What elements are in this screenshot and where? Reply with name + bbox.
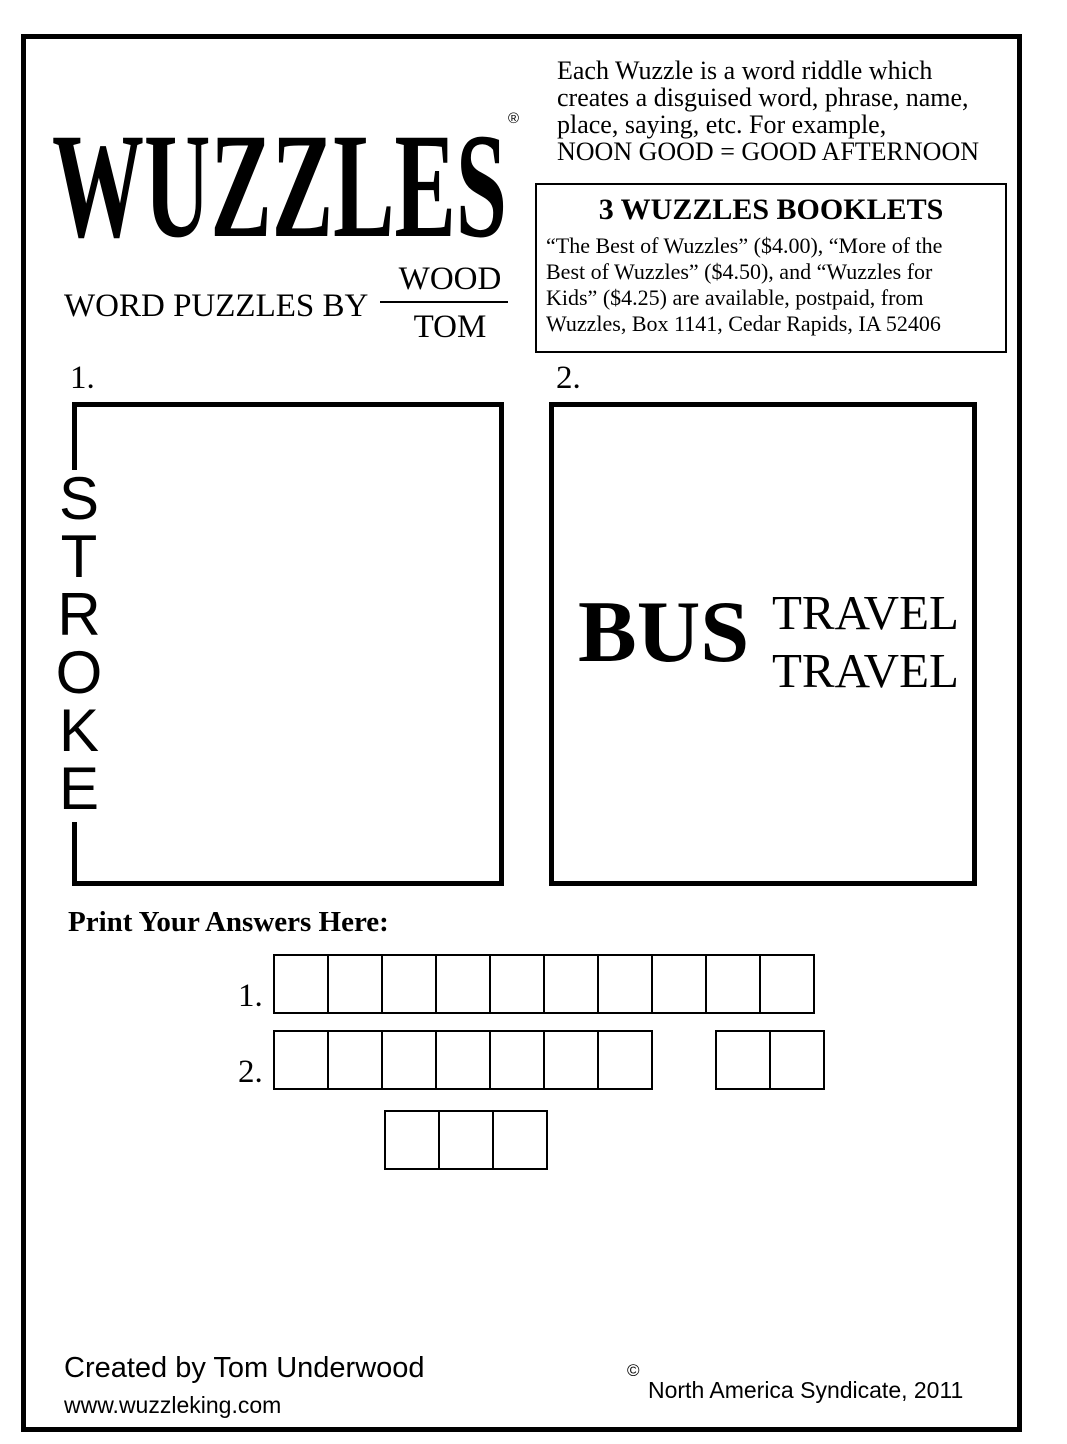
answer-cell[interactable] (489, 1030, 545, 1090)
puzzle-1-letter: T (60, 523, 98, 590)
answer-cell[interactable] (327, 954, 383, 1014)
answer-cell[interactable] (273, 954, 329, 1014)
byline-fraction-bottom: TOM (413, 309, 487, 345)
answer-cell[interactable] (327, 1030, 383, 1090)
registered-mark: ® (508, 110, 520, 127)
booklets-line: Best of Wuzzles” ($4.50), and “Wuzzles for (546, 259, 933, 284)
byline: WORD PUZZLES BY (64, 288, 369, 324)
answer-cell[interactable] (273, 1030, 329, 1090)
website-url: www.wuzzleking.com (64, 1392, 282, 1418)
answer-cell[interactable] (435, 954, 491, 1014)
answer-cell[interactable] (705, 954, 761, 1014)
wuzzles-logo (52, 78, 512, 248)
booklets-line: Kids” ($4.25) are available, postpaid, from (546, 285, 924, 310)
puzzle-1-letter: R (57, 581, 101, 648)
intro-line: Each Wuzzle is a word riddle which (557, 56, 933, 85)
copyright-symbol: © (627, 1361, 640, 1380)
puzzle-1-letter: O (55, 639, 103, 706)
intro-line: place, saying, etc. For example, (557, 110, 887, 139)
booklets-line: Wuzzles, Box 1141, Cedar Rapids, IA 52406 (546, 311, 941, 336)
answer-cell[interactable] (381, 1030, 437, 1090)
logo-text: WUZZLES (52, 103, 507, 248)
puzzle-1-number: 1. (70, 360, 95, 396)
booklets-body (546, 233, 1006, 337)
answer-cell[interactable] (381, 954, 437, 1014)
answer-cell[interactable] (435, 1030, 491, 1090)
puzzle-2-top-word: TRAVEL (772, 585, 959, 640)
answers-heading: Print Your Answers Here: (68, 906, 389, 938)
answer-2-word-1-cells (273, 1030, 653, 1090)
creator-credit: Created by Tom Underwood (64, 1352, 425, 1384)
puzzle-1-box (72, 402, 504, 886)
booklets-title: 3 WUZZLES BOOKLETS (598, 193, 944, 226)
puzzle-2-bottom-word: TRAVEL (772, 643, 959, 698)
puzzle-2-number: 2. (556, 360, 581, 396)
booklets-line: “The Best of Wuzzles” ($4.00), “More of the (546, 233, 943, 258)
puzzle-1-letter: S (58, 465, 100, 532)
puzzle-1-letter: E (58, 755, 100, 822)
answer-cell[interactable] (489, 954, 545, 1014)
intro-text (557, 57, 1017, 165)
answer-cell[interactable] (715, 1030, 771, 1090)
byline-fraction-top: WOOD (398, 261, 502, 297)
answer-cell[interactable] (543, 954, 599, 1014)
puzzle-1-letter: K (58, 697, 100, 764)
answer-cell[interactable] (438, 1110, 494, 1170)
answer-cell[interactable] (769, 1030, 825, 1090)
answer-cell[interactable] (597, 1030, 653, 1090)
answer-cell[interactable] (492, 1110, 548, 1170)
puzzle-2-big-word: BUS (578, 584, 750, 681)
answer-cell[interactable] (597, 954, 653, 1014)
answer-1-label: 1. (238, 978, 263, 1014)
answer-2-word-3-cells (384, 1110, 548, 1170)
puzzle-1-vertical-word (55, 465, 103, 822)
answer-cell[interactable] (651, 954, 707, 1014)
answer-cell[interactable] (543, 1030, 599, 1090)
intro-line: NOON GOOD = GOOD AFTERNOON (557, 137, 979, 166)
answer-cell[interactable] (759, 954, 815, 1014)
booklets-box (535, 183, 1007, 353)
copyright-text: North America Syndicate, 2011 (648, 1377, 964, 1403)
answer-cell[interactable] (384, 1110, 440, 1170)
intro-line: creates a disguised word, phrase, name, (557, 83, 969, 112)
fraction-bar (380, 301, 508, 303)
answer-2-label: 2. (238, 1054, 263, 1090)
answer-1-cells (273, 954, 815, 1014)
answer-2-word-2-cells (715, 1030, 825, 1090)
